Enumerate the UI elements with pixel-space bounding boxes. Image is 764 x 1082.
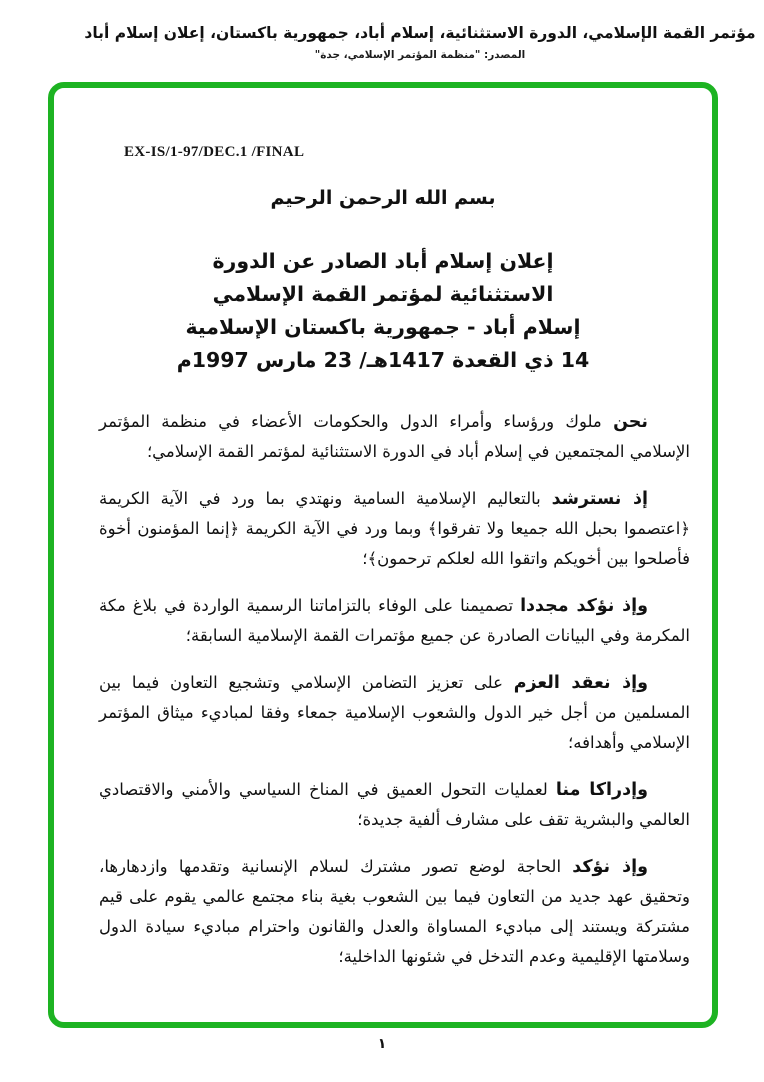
paragraph-text: بالتعاليم الإسلامية السامية ونهتدي بما ورد في الآية الكريمة ﴿اعتصموا بحبل الله جميعا ولا تفرقوا﴾ وبما ورد في الآية الكريمة ﴿إنما المؤمنون أخوة فأصلحوا بين أخويكم واتقوا الله لعلكم ترحمون﴾؛ xyxy=(99,489,690,568)
paragraph-text: على تعزيز التضامن الإسلامي وتشجيع التعاون فيما بين المسلمين من أجل خير الدول والشعوب الإسلامية جمعاء وفقا لمباديء ميثاق المؤتمر الإسلامي وأهدافه؛ xyxy=(99,673,690,752)
paragraph-lead: نحن xyxy=(613,412,648,432)
paragraph xyxy=(99,484,690,574)
paragraph-lead: وإدراكا منا xyxy=(555,780,648,800)
title-line-2: الاستثنائية لمؤتمر القمة الإسلامي xyxy=(212,282,554,306)
paragraph xyxy=(99,407,690,467)
paragraph xyxy=(99,668,690,758)
paragraph xyxy=(99,775,690,835)
title-line-1: إعلان إسلام أباد الصادر عن الدورة xyxy=(212,249,554,273)
title-line-4: 14 ذي القعدة 1417هـ/ 23 مارس 1997م xyxy=(176,348,590,372)
paragraph-lead: إذ نسترشد xyxy=(551,489,648,509)
title-line-3: إسلام أباد - جمهورية باكستان الإسلامية xyxy=(185,315,581,339)
document-body xyxy=(54,407,712,972)
source-line: المصدر: "منظمة المؤتمر الإسلامي، جدة" xyxy=(314,49,526,61)
document-reference: EX-IS/1-97/DEC.1 /FINAL xyxy=(124,144,305,160)
paragraph-text: الحاجة لوضع تصور مشترك لسلام الإنسانية وتقدمها وازدهارها، وتحقيق عهد جديد من التعاون فيما بين الشعوب بغية بناء مجتمع عالمي يقوم على قيم مشتركة ويستند إلى مباديء المساواة والعدل والقانون واحترام مباديء سيادة الدول وسلامتها الإقليمية وعدم التدخل في شئونها الداخلية؛ xyxy=(99,857,690,966)
basmala-line: بسم الله الرحمن الرحيم xyxy=(270,187,496,209)
citation-header xyxy=(76,22,764,61)
citation-line: مؤتمر القمة الإسلامي، الدورة الاستثنائية، إسلام أباد، جمهورية باكستان، إعلان إسلام أباد xyxy=(84,24,756,42)
page-number: ١ xyxy=(377,1036,387,1052)
paragraph xyxy=(99,852,690,972)
document-frame xyxy=(48,82,718,1028)
paragraph-text: ملوك ورؤساء وأمراء الدول والحكومات الأعضاء في منظمة المؤتمر الإسلامي المجتمعين في إسلام أباد في الدورة الاستثنائية لمؤتمر القمة الإسلامي؛ xyxy=(99,412,690,461)
document-title xyxy=(54,245,712,377)
paragraph xyxy=(99,591,690,651)
paragraph-text: لعمليات التحول العميق في المناخ السياسي والأمني والاقتصادي العالمي والبشرية تقف على مشارف ألفية جديدة؛ xyxy=(99,780,690,829)
paragraph-lead: وإذ نعقد العزم xyxy=(513,673,648,693)
paragraph-lead: وإذ نؤكد مجددا xyxy=(520,596,649,616)
paragraph-text: تصميمنا على الوفاء بالتزاماتنا الرسمية الواردة في بلاغ مكة المكرمة وفي البيانات الصادرة عن جميع مؤتمرات القمة الإسلامية السابقة؛ xyxy=(99,596,690,645)
paragraph-lead: وإذ نؤكد xyxy=(572,857,648,877)
